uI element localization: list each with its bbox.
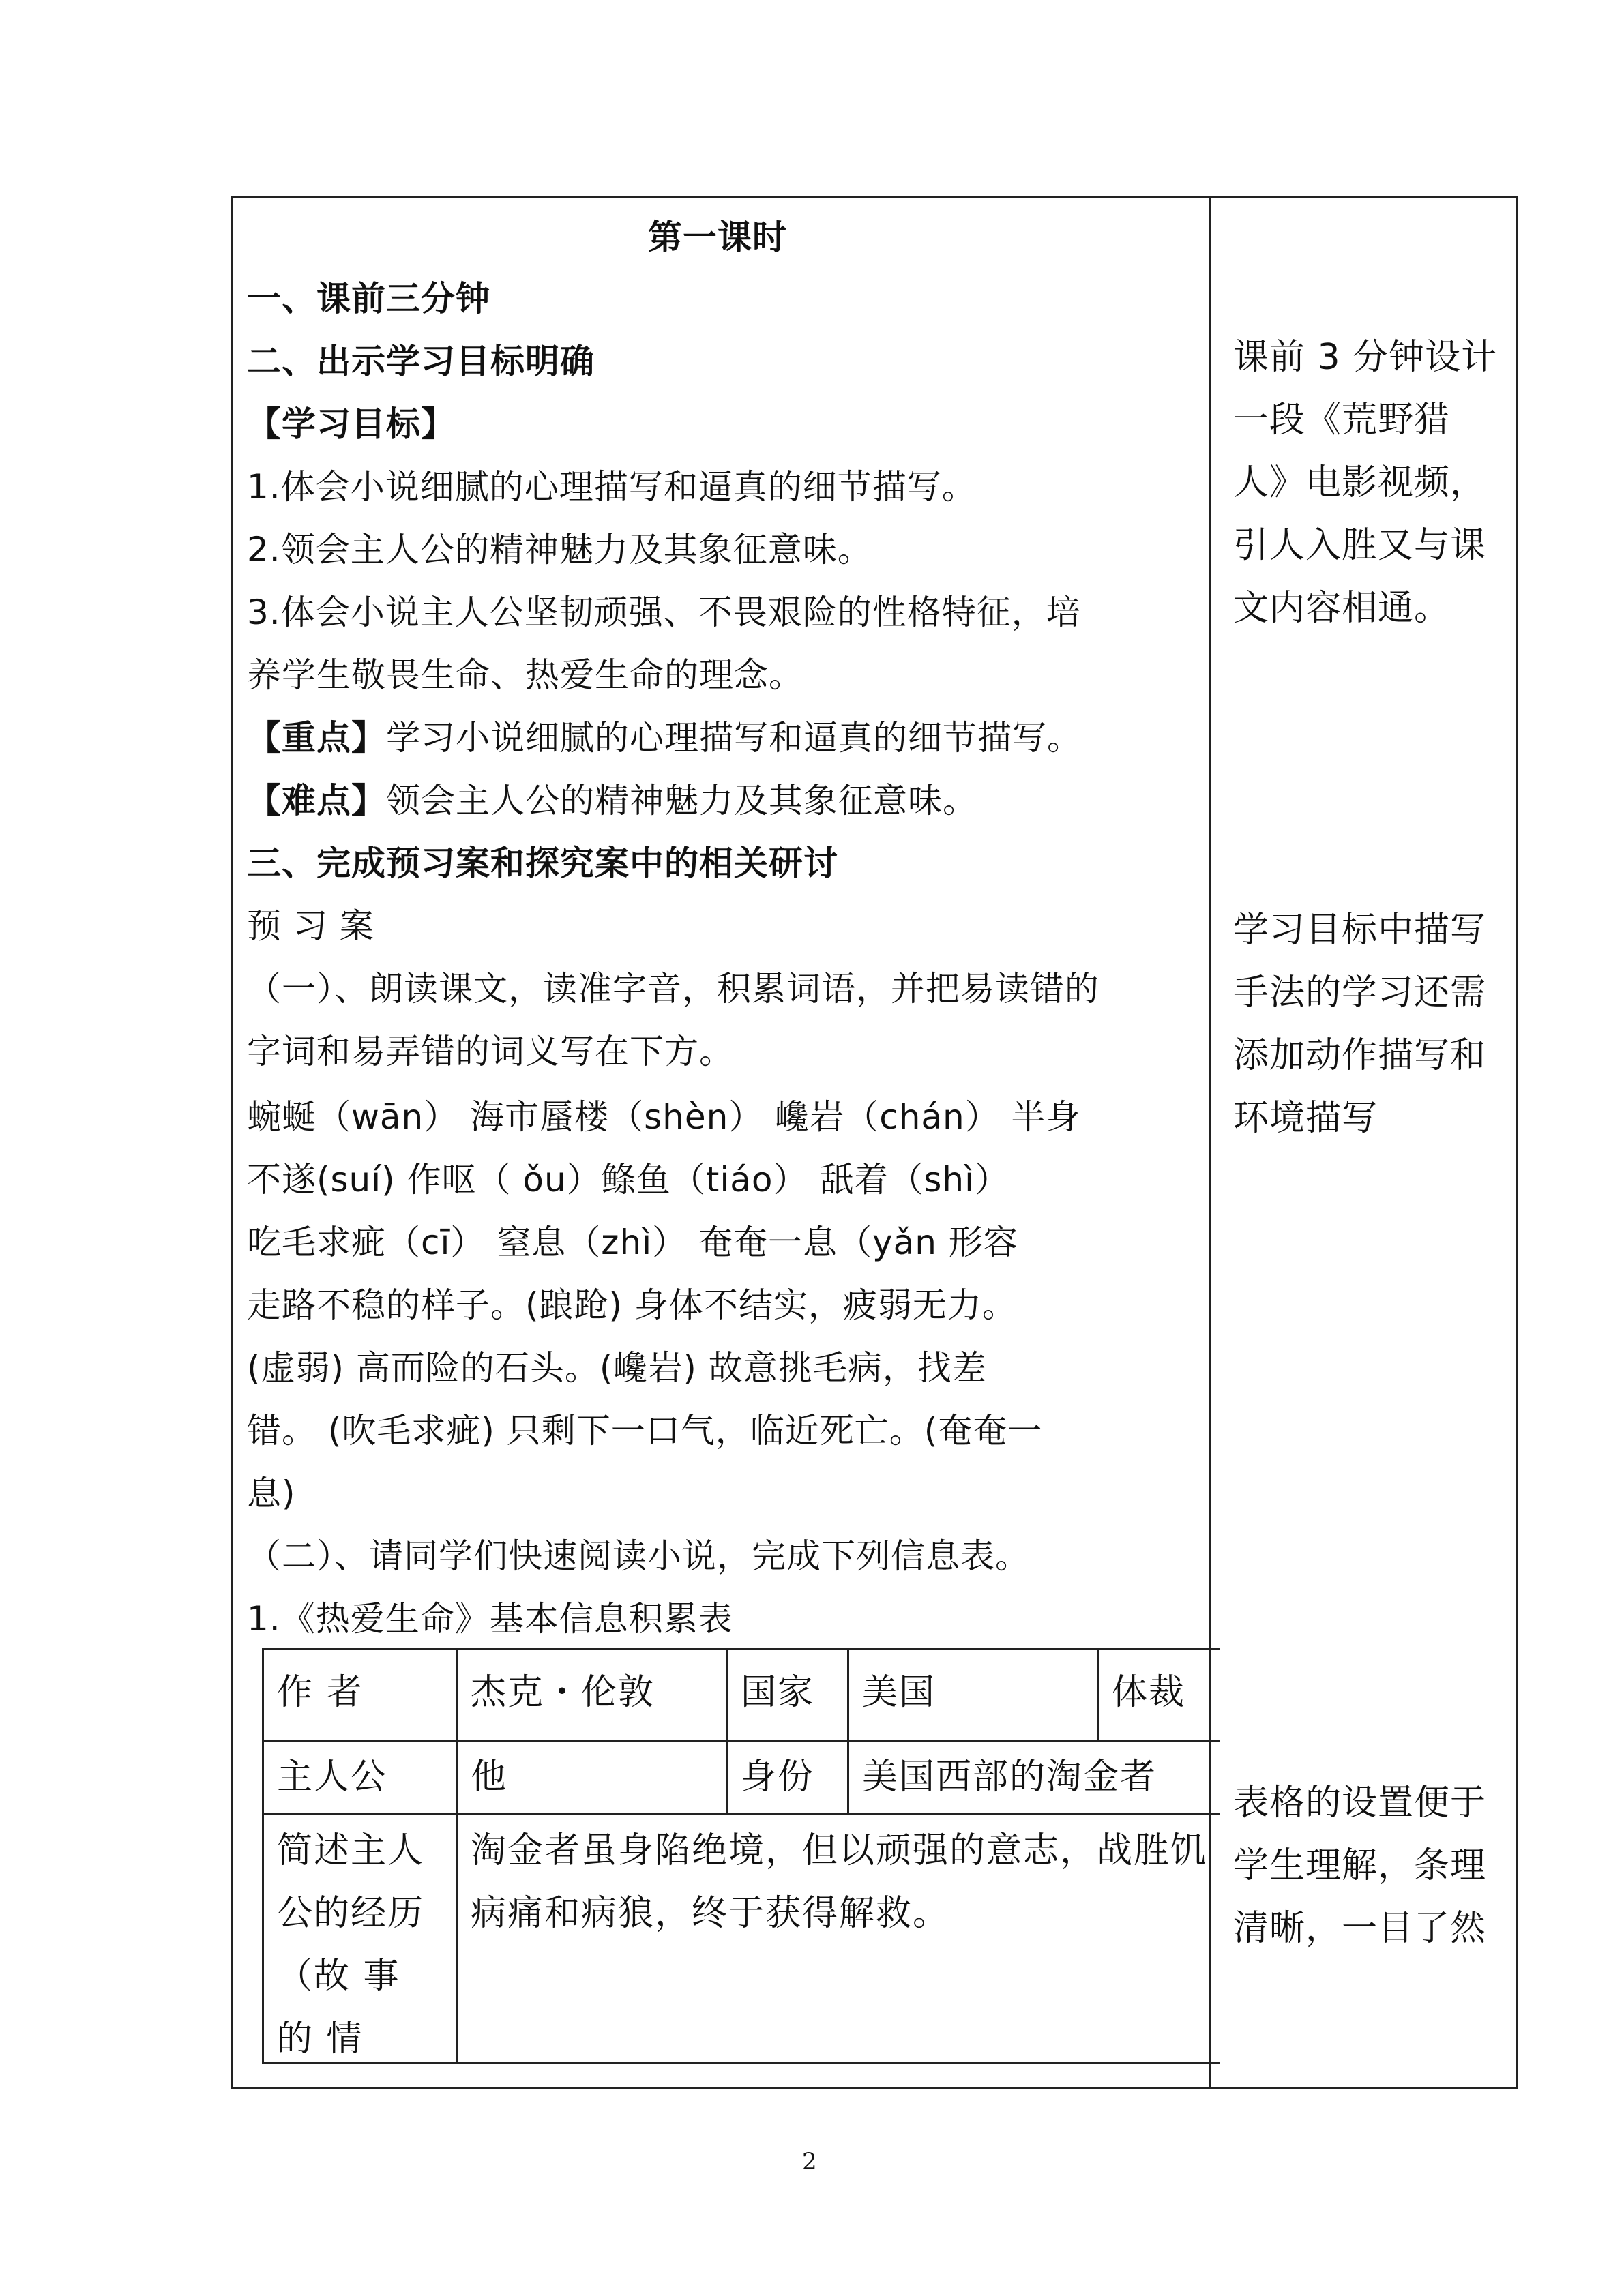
cell-experience-value: 淘金者虽身陷绝境，但以顽强的意志，战胜饥 [471,1830,1208,1871]
vocab-line-2: 不遂(suí) 作呕（ ǒu）鲦鱼（tiáo） 舐着（shì） [247,1160,1009,1199]
cell-experience-label: （故 事 [277,1956,400,1997]
info-table-border [262,1740,1220,1742]
cell-identity-value: 美国西部的淘金者 [862,1757,1157,1798]
info-table-border [847,1648,849,1815]
side-note-1: 一段《荒野猎 [1233,400,1451,441]
vocab-line-5: (虚弱) 高而险的石头。(巉岩) 故意挑毛病，找差 [247,1348,987,1388]
side-note-1: 文内容相通。 [1233,588,1451,629]
side-note-2: 添加动作描写和 [1233,1035,1487,1076]
info-table-border [726,1648,728,1815]
side-note-3: 学生理解，条理 [1233,1845,1487,1886]
page-number: 2 [802,2148,817,2175]
cell-experience-label: 简述主人 [277,1830,425,1871]
cell-experience-label: 的 情 [277,2018,364,2059]
info-table-border [262,1648,264,2064]
side-note-3: 表格的设置便于 [1233,1783,1487,1823]
step-1-heading: 一、课前三分钟 [247,279,490,318]
cell-country-label: 国家 [741,1672,815,1713]
info-table-border [456,1648,458,2064]
side-note-2: 学习目标中描写 [1233,910,1487,951]
info-table [262,1648,1220,2066]
info-table-border [262,1813,1220,1815]
goal-3-line-1: 3.体会小说主人公坚韧顽强、不畏艰险的性格特征，培 [247,593,1081,632]
vocab-line-6: 错。 (吹毛求疵) 只剩下一口气，临近死亡。(奄奄一 [247,1411,1043,1450]
key-point [247,716,1082,760]
key-point-label: 【重点】 [247,718,386,758]
goal-2: 2.领会主人公的精神魅力及其象征意味。 [247,530,872,569]
section-2-heading: （二）、请同学们快速阅读小说，完成下列信息表。 [247,1536,1030,1576]
cell-author-label: 作 者 [277,1672,364,1713]
section-1-line-2: 字词和易弄错的词义写在下方。 [247,1032,734,1071]
side-note-1: 人》电影视频， [1233,462,1487,503]
section-1-line-1: （一）、朗读课文，读准字音，积累词语，并把易读错的 [247,969,1099,1009]
goal-1: 1.体会小说细腻的心理描写和逼真的细节描写。 [247,467,977,507]
cell-protagonist-value: 他 [471,1757,508,1798]
side-note-1: 课前 3 分钟设计 [1233,337,1498,378]
cell-protagonist-label: 主人公 [277,1757,388,1798]
info-table-border [262,2062,1220,2064]
cell-experience-label: 公的经历 [277,1893,425,1934]
side-note-2: 手法的学习还需 [1233,972,1487,1013]
cell-author-value: 杰克・伦敦 [471,1672,655,1713]
info-table-border [262,1648,1220,1650]
side-note-1: 引人入胜又与课 [1233,525,1487,566]
info-table-title: 1.《热爱生命》基本信息积累表 [247,1599,733,1639]
vocab-line-1: 蜿蜒（wān） 海市蜃楼（shèn） 巉岩（chán） 半身 [247,1097,1081,1137]
info-table-border [1097,1648,1099,1742]
difficult-point [247,779,977,822]
goal-3-line-2: 养学生敬畏生命、热爱生命的理念。 [247,655,803,695]
side-note-2: 环境描写 [1233,1098,1378,1139]
step-2-heading: 二、出示学习目标明确 [247,342,595,381]
vocab-line-7: 息) [247,1474,296,1513]
cell-genre-label: 体裁 [1112,1672,1186,1713]
cell-experience-value: 病痛和病狼，终于获得解救。 [471,1893,950,1934]
step-3-heading: 三、完成预习案和探究案中的相关研讨 [247,844,838,883]
cell-country-value: 美国 [862,1672,936,1713]
difficult-point-text: 领会主人公的精神魅力及其象征意味。 [386,781,977,820]
side-note-3: 清晰，一目了然 [1233,1908,1487,1949]
page-title: 第一课时 [648,218,787,257]
vocab-line-4: 走路不稳的样子。(踉跄) 身体不结实，疲弱无力。 [247,1285,1017,1325]
goals-header: 【学习目标】 [247,404,456,444]
preview-heading: 预 习 案 [247,906,374,946]
cell-identity-label: 身份 [741,1757,815,1798]
key-point-text: 学习小说细腻的心理描写和逼真的细节描写。 [386,718,1082,758]
difficult-point-label: 【难点】 [247,781,386,820]
vocab-line-3: 吃毛求疵（cī） 窒息（zhì） 奄奄一息（yǎn 形容 [247,1223,1018,1262]
